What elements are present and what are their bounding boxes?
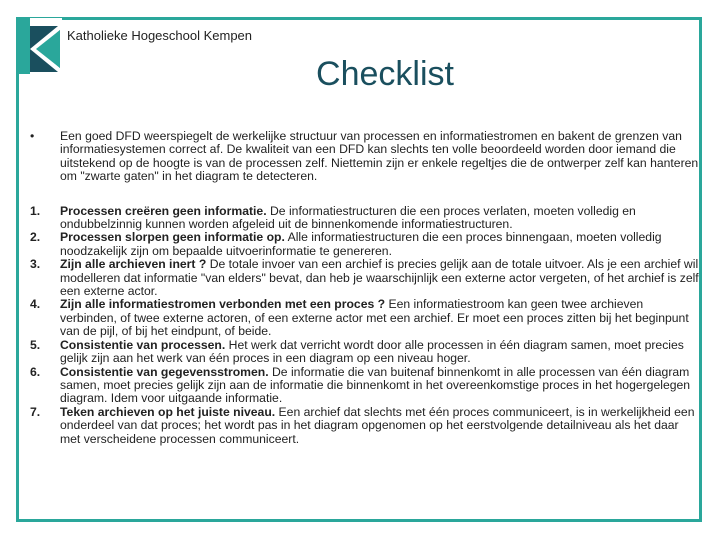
list-item <box>30 231 700 258</box>
item-number: 1. <box>30 203 41 218</box>
item-text: Het werk dat verricht wordt door alle processen in één diagram samen, moet precies gelijk zijn aan het werk van één proces in een diagram op een niveau hoger. <box>60 337 684 366</box>
item-number: 2. <box>30 230 41 245</box>
intro-paragraph <box>30 130 700 184</box>
item-heading: Consistentie van gegevensstromen. <box>60 364 269 379</box>
item-heading: Processen slorpen geen informatie op. <box>60 230 285 245</box>
item-text: De informatie die van buitenaf binnenkomt in alle processen van één diagram samen, moet precies gelijk zijn aan de informatie die binnenkomt in het overeenkomstige proces in het hogergelegen diagram. Idem voor uitgaande informatie. <box>60 364 691 406</box>
item-number: 4. <box>30 297 41 312</box>
list-item <box>30 298 700 338</box>
list-item <box>30 406 700 446</box>
list-item <box>30 366 700 406</box>
list-item <box>30 339 700 366</box>
item-text: Een archief dat slechts met één proces communiceert, is in werkelijkheid een onderdeel van dat proces; het wordt pas in het diagram opgenomen op het eerstvolgende detailniveau als het daar met verscheidene processen communiceert. <box>60 404 695 446</box>
item-number: 3. <box>30 257 41 272</box>
list-item <box>30 205 700 232</box>
item-text: Alle informatiestructuren die een proces binnengaan, moeten volledig noodzakelijk zijn om bepaalde uitvoerinformatie te genereren. <box>60 230 662 258</box>
item-text: De informatiestructuren die een proces verlaten, moeten volledig en ondubbelzinnig kunnen worden afgeleid uit de binnenkomende informatiestructuren. <box>60 203 636 232</box>
item-number: 6. <box>30 364 41 379</box>
checklist-content <box>30 130 700 446</box>
item-number: 5. <box>30 337 41 352</box>
item-number: 7. <box>30 404 41 419</box>
item-heading: Teken archieven op het juiste niveau. <box>60 404 276 419</box>
item-heading: Processen creëren geen informatie. <box>60 203 267 218</box>
item-heading: Zijn alle archieven inert ? <box>60 257 207 272</box>
item-text: Een informatiestroom kan geen twee archieven verbinden, of twee externe actoren, of een externe actor met een archief. Er moet een proces zitten bij het beginpunt van de pijl, of bij het eindpunt, of beide. <box>60 297 689 339</box>
bullet-icon: • <box>30 129 35 143</box>
page-title: Checklist <box>316 55 454 93</box>
item-heading: Consistentie van processen. <box>60 337 226 352</box>
list-item <box>30 258 700 298</box>
item-text: De totale invoer van een archief is precies gelijk aan de totale uitvoer. Als je een archief wil modelleren dat informatie "van elders" bevat, dan heb je waarschijnlijk een externe actor vergeten, of het archief is zelf een externe actor. <box>60 257 699 299</box>
numbered-list <box>30 205 700 446</box>
item-heading: Zijn alle informatiestromen verbonden met een proces ? <box>60 297 386 312</box>
organization-name: Katholieke Hogeschool Kempen <box>67 28 253 43</box>
intro-text: Een goed DFD weerspiegelt de werkelijke structuur van processen en informatiestromen en bakent de grenzen van informatiesystemen correct af. De kwaliteit van een DFD kan slechts ten volle beoordeeld worden door iemand die uitstekend op de hoogte is van de processen zelf. Niettemin zijn er enkele regeltjes die de ontwerper zelf kan hanteren om "zwarte gaten" in het diagram te detecteren. <box>60 129 699 184</box>
